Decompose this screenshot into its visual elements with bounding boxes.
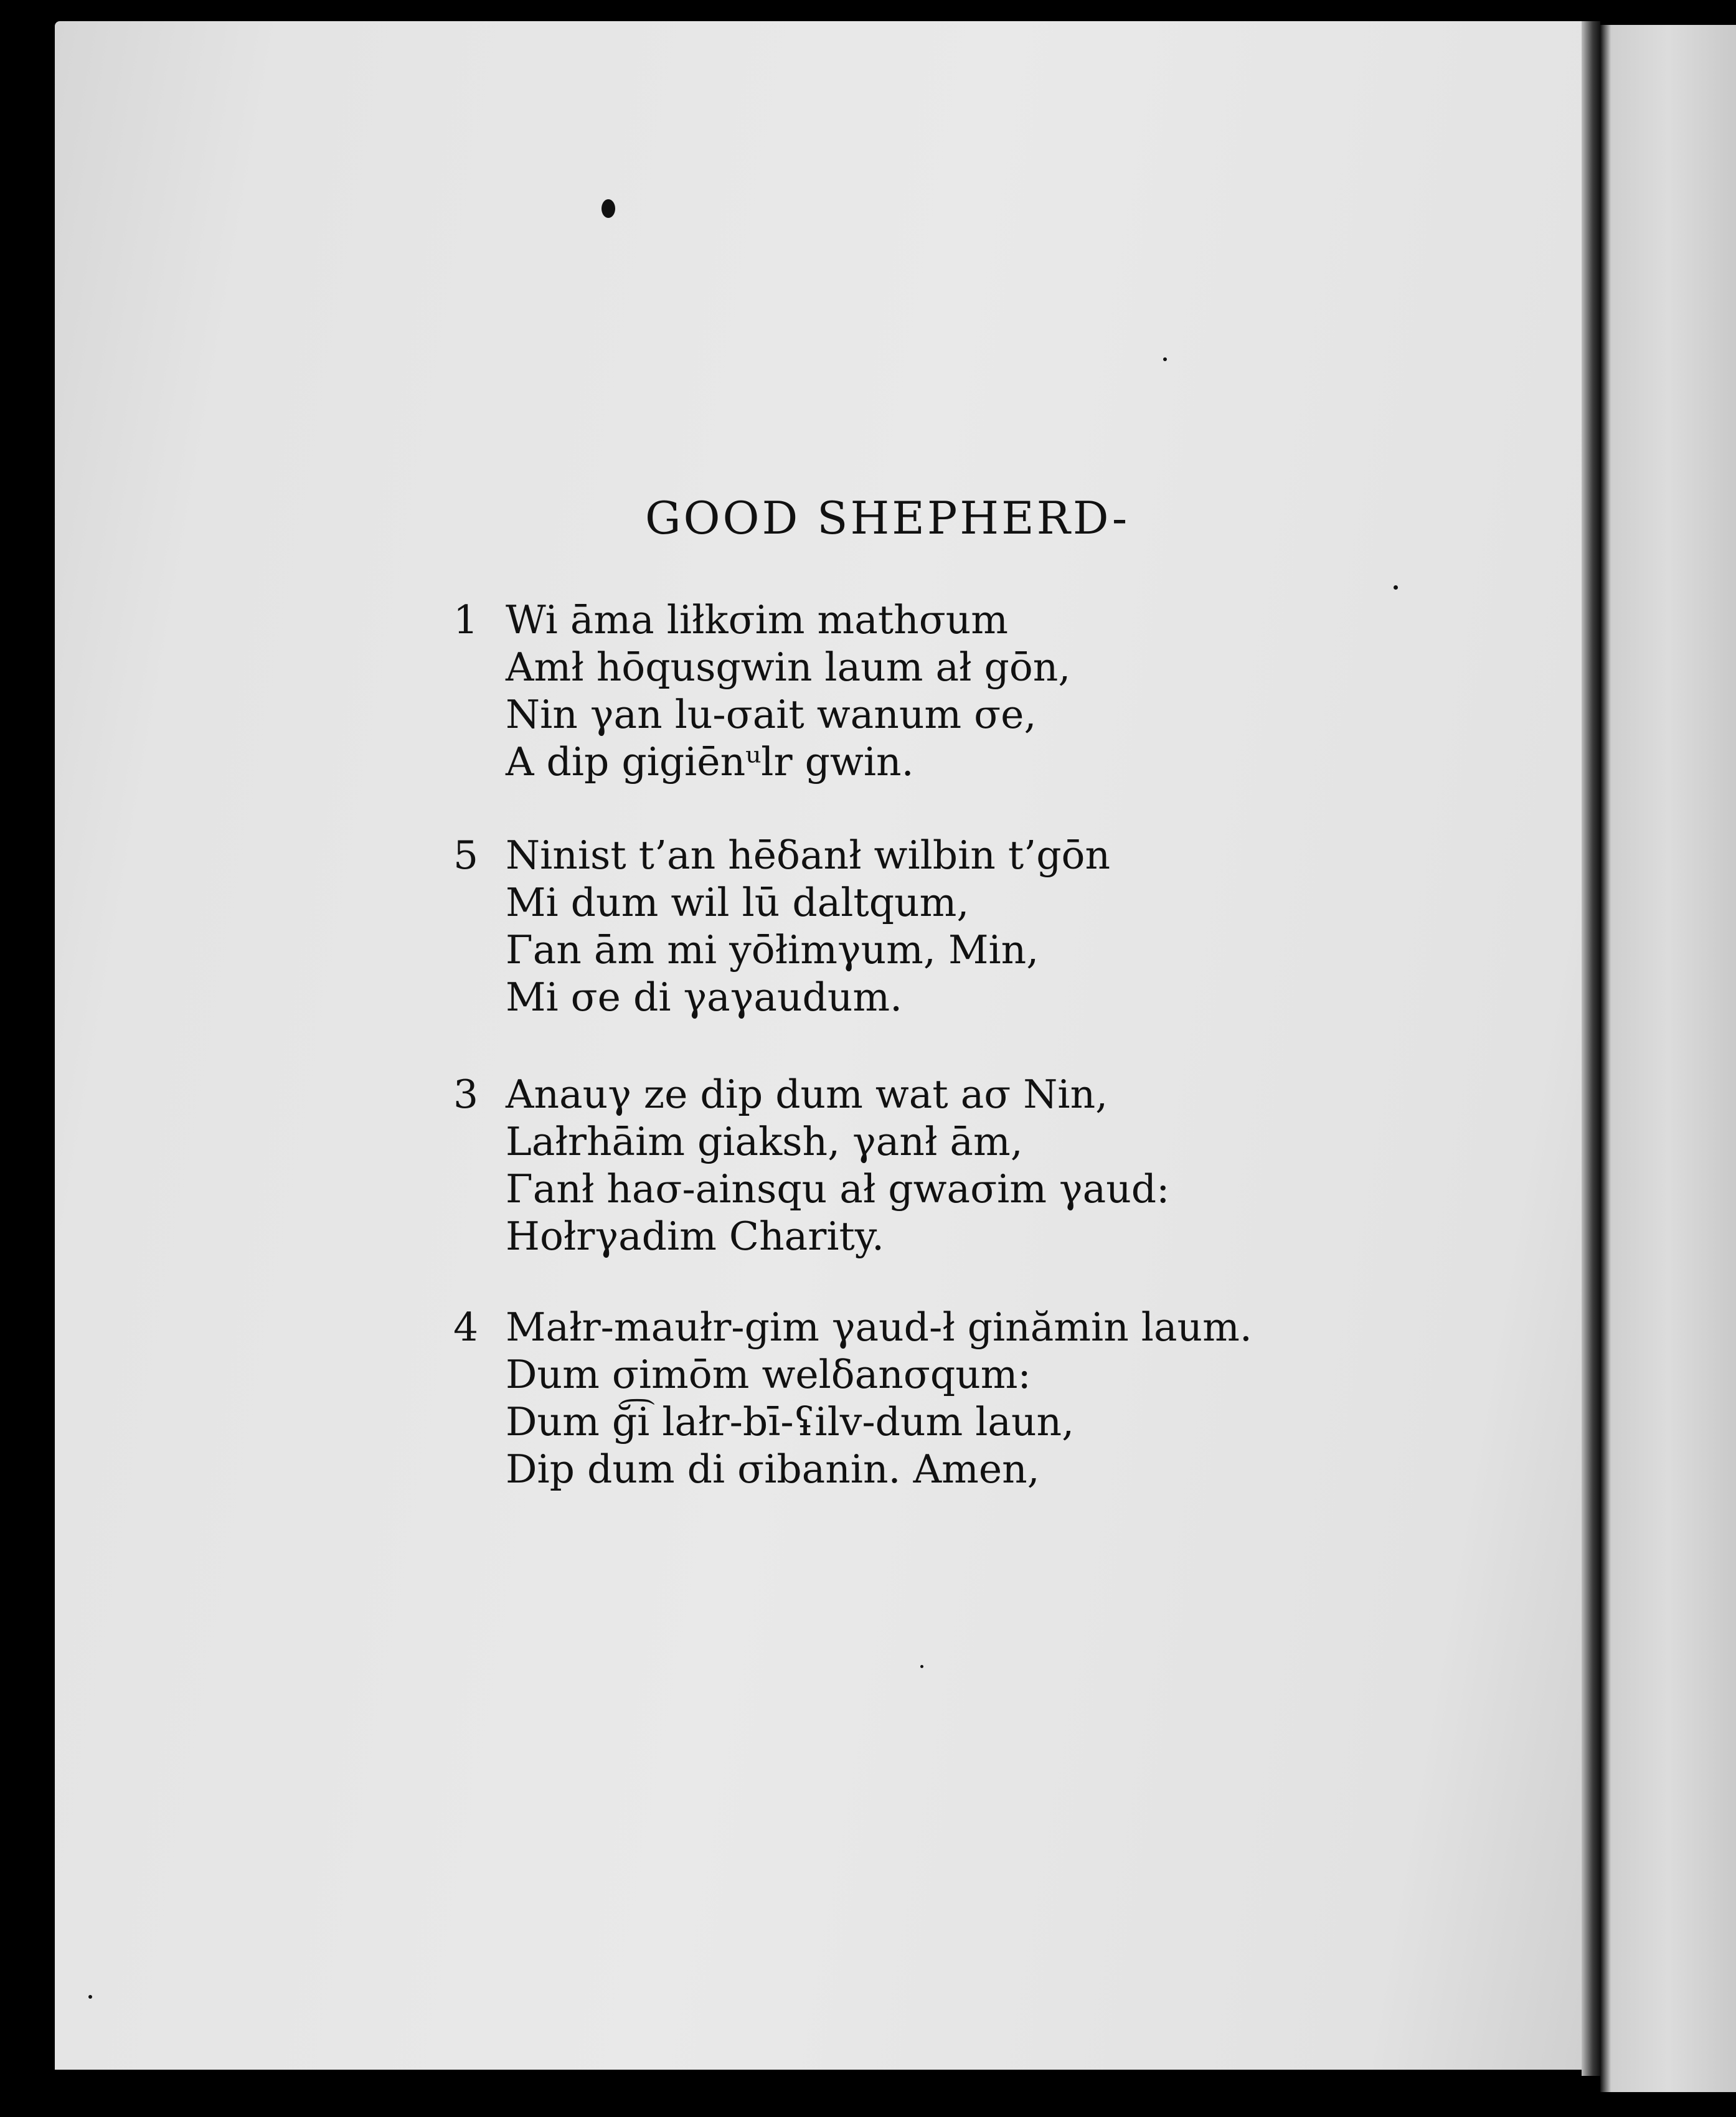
stanza-lines (506, 832, 1110, 1021)
verse-line: Mi σe di γaγaudum. (506, 974, 903, 1020)
verse-line: Dum ğ͡i lałr-bī-ʢilv-dum laun, (506, 1399, 1075, 1445)
verse-line: Γanł haσ-ainsqu ał gwaσim γaud: (506, 1166, 1170, 1212)
stanza-lines (506, 596, 1070, 786)
hymn-page (55, 21, 1593, 2070)
stanza-lines (506, 1304, 1252, 1493)
stanza-number: 1 (453, 597, 479, 643)
verse-line: Γan ām mi yōłimγum, Min, (506, 927, 1039, 973)
verse-line: Dip dum di σibanin. Amen, (506, 1446, 1040, 1492)
verse-line: Ninist t’an hēδanł wilbin t’gōn (506, 832, 1111, 878)
verse-line: Anauγ ze dip dum wat aσ Nin, (506, 1072, 1108, 1117)
stanza-number: 3 (453, 1072, 479, 1117)
ink-speck (1163, 357, 1167, 361)
verse-line: Małr-maułr-gim γaud-ł ginămin laum. (506, 1304, 1252, 1350)
page-gutter (1582, 21, 1600, 2076)
verse-line: Lałrhāim giaksh, γanł ām, (506, 1119, 1023, 1164)
verse-line: A dip gigiēnᵘlr gwin. (506, 739, 914, 785)
verse-line: Amł hōqusgwin laum ał gōn, (506, 644, 1071, 690)
ink-speck (1394, 585, 1398, 590)
stanza-lines (506, 1071, 1169, 1260)
stanza-number: 4 (453, 1304, 479, 1350)
stanza-number: 5 (453, 832, 479, 878)
verse-line: Wi āma liłkσim mathσum (506, 597, 1009, 643)
ink-speck (920, 1665, 923, 1668)
ink-speck (88, 1995, 92, 1999)
verse-line: Mi dum wil lū daltqum, (506, 880, 969, 925)
verse-line: Nin γan lu-σait wanum σe, (506, 692, 1037, 737)
verse-line: Dum σimōm welδanσqum: (506, 1352, 1031, 1397)
ink-blot (601, 199, 615, 218)
verse-line: Hołrγadim Charity. (506, 1214, 885, 1259)
hymn-title: GOOD SHEPHERD- (645, 492, 1130, 544)
facing-page-edge (1600, 25, 1736, 2092)
